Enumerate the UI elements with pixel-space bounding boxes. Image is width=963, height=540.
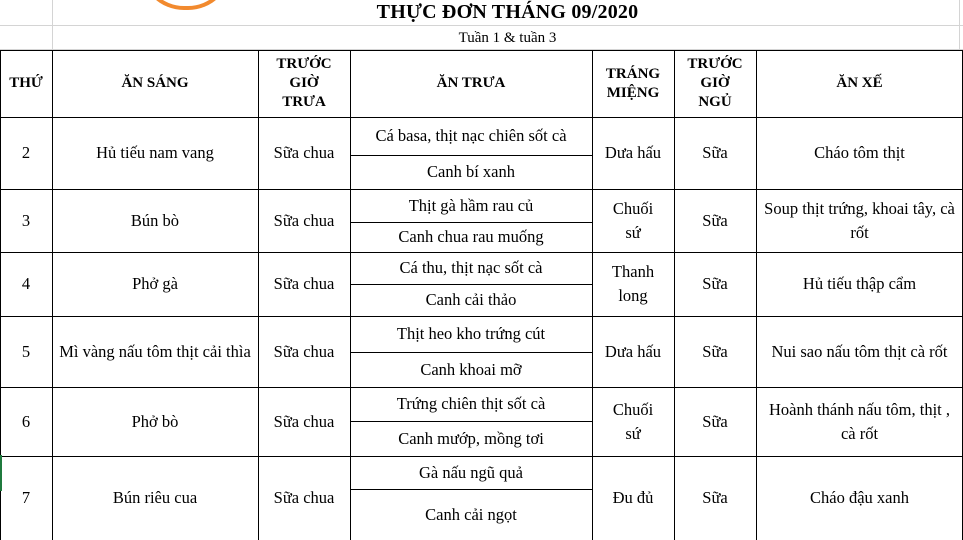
lunch-soup-cell: Canh bí xanh: [427, 162, 515, 182]
pre-lunch-cell: Sữa chua: [273, 274, 335, 294]
afternoon-snack-cell: Cháo tôm thịt: [814, 143, 905, 163]
dessert-cell: Chuối sứ: [612, 399, 654, 443]
header-thu: THỨ: [9, 75, 43, 92]
afternoon-snack-cell: Soup thịt trứng, khoai tây, cà rốt: [764, 198, 955, 242]
afternoon-snack-cell: Cháo đậu xanh: [810, 488, 909, 508]
dessert-cell: Dưa hấu: [604, 143, 662, 163]
table-border: [258, 50, 259, 540]
afternoon-snack-cell: Nui sao nấu tôm thịt cà rốt: [771, 341, 948, 361]
pre-lunch-cell: Sữa chua: [273, 411, 335, 431]
page-title: THỰC ĐƠN THÁNG 09/2020: [376, 1, 639, 23]
lunch-main-cell: Cá thu, thịt nạc sốt cà: [399, 258, 543, 278]
table-border: [52, 50, 53, 540]
table-border: [0, 189, 963, 190]
pre-lunch-cell: Sữa chua: [273, 341, 335, 361]
lunch-main-cell: Thịt gà hầm rau củ: [408, 195, 534, 215]
day-cell: 4: [21, 274, 31, 294]
table-border: [351, 284, 592, 285]
header-truoc-gio-trua: TRƯỚC GIỜ TRƯA: [276, 56, 332, 110]
lunch-soup-cell: Canh cải thảo: [425, 290, 517, 310]
table-border: [674, 50, 675, 540]
breakfast-cell: Bún riêu cua: [112, 488, 198, 508]
breakfast-cell: Bún bò: [130, 210, 180, 230]
day-cell: 2: [21, 143, 31, 163]
header-trang-mieng: TRÁNG MIỆNG: [605, 65, 661, 101]
afternoon-snack-cell: Hoành thánh nấu tôm, thịt , cà rốt: [768, 399, 951, 443]
table-border: [351, 352, 592, 353]
lunch-main-cell: Trứng chiên thịt sốt cà: [396, 394, 546, 414]
pre-lunch-cell: Sữa chua: [273, 210, 335, 230]
header-an-trua: ĂN TRƯA: [436, 75, 506, 92]
table-border: [0, 387, 963, 388]
breakfast-cell: Mì vàng nấu tôm thịt cải thìa: [59, 341, 251, 361]
table-border: [592, 50, 593, 540]
table-border: [0, 456, 963, 457]
pre-nap-cell: Sữa: [702, 341, 728, 361]
pre-nap-cell: Sữa: [702, 143, 728, 163]
pre-nap-cell: Sữa: [702, 488, 728, 508]
day-cell: 3: [21, 210, 31, 230]
pre-lunch-cell: Sữa chua: [273, 143, 335, 163]
header-truoc-gio-ngu: TRƯỚC GIỜ NGỦ: [687, 56, 743, 110]
pre-nap-cell: Sữa: [702, 274, 728, 294]
lunch-main-cell: Cá basa, thịt nạc chiên sốt cà: [375, 126, 567, 146]
lunch-soup-cell: Canh cải ngọt: [425, 504, 517, 524]
day-cell: 5: [21, 341, 31, 361]
table-border: [351, 222, 592, 223]
dessert-cell: Đu đủ: [612, 488, 654, 508]
lunch-main-cell: Thịt heo kho trứng cút: [396, 324, 546, 344]
pre-lunch-cell: Sữa chua: [273, 488, 335, 508]
afternoon-snack-cell: Hủ tiếu thập cẩm: [802, 274, 917, 294]
dessert-cell: Chuối sứ: [612, 198, 654, 242]
grid-line: [0, 25, 963, 26]
day-cell: 6: [21, 411, 31, 431]
lunch-soup-cell: Canh chua rau muống: [398, 227, 544, 247]
page-subtitle: Tuần 1 & tuần 3: [458, 30, 557, 46]
lunch-soup-cell: Canh khoai mỡ: [420, 359, 522, 379]
table-border: [756, 50, 757, 540]
breakfast-cell: Phở bò: [131, 411, 179, 431]
lunch-soup-cell: Canh mướp, mồng tơi: [398, 428, 544, 448]
table-border: [0, 252, 963, 253]
selection-marker: [0, 455, 2, 491]
header-an-xe: ĂN XẾ: [836, 75, 883, 92]
table-border: [0, 117, 963, 118]
table-border: [351, 155, 592, 156]
breakfast-cell: Phở gà: [132, 274, 178, 294]
table-border: [0, 316, 963, 317]
table-border: [351, 421, 592, 422]
header-an-sang: ĂN SÁNG: [121, 75, 189, 92]
table-border: [0, 50, 963, 51]
day-cell: 7: [21, 488, 31, 508]
dessert-cell: Dưa hấu: [604, 341, 662, 361]
pre-nap-cell: Sữa: [702, 411, 728, 431]
lunch-main-cell: Gà nấu ngũ quả: [418, 462, 523, 482]
breakfast-cell: Hủ tiếu nam vang: [96, 143, 214, 163]
table-border: [350, 50, 351, 540]
table-border: [351, 489, 592, 490]
pre-nap-cell: Sữa: [702, 210, 728, 230]
dessert-cell: Thanh long: [611, 262, 655, 305]
